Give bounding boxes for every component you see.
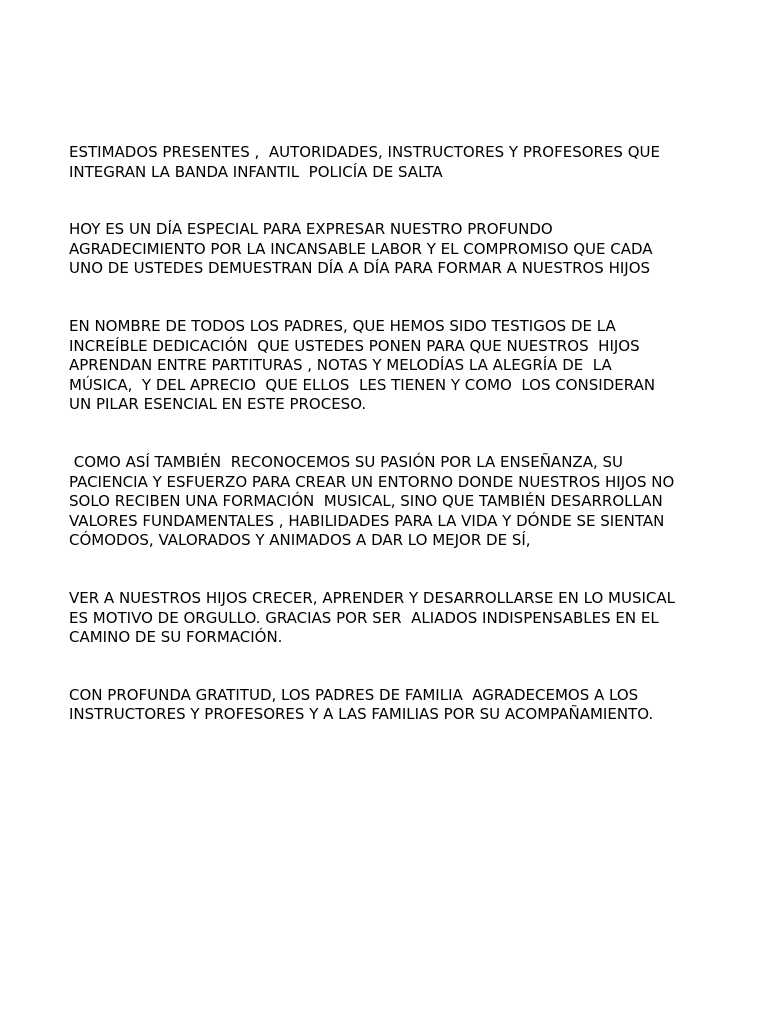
- text-line: CON PROFUNDA GRATITUD, LOS PADRES DE FAMILIA AGRADECEMOS A LOS: [69, 685, 639, 704]
- text-line: INSTRUCTORES Y PROFESORES Y A LAS FAMILIAS POR SU ACOMPAÑAMIENTO.: [69, 705, 654, 724]
- paragraph-closing: [69, 686, 709, 725]
- text-line: COMO ASÍ TAMBIÉN RECONOCEMOS SU PASIÓN POR LA ENSEÑANZA, SU: [69, 452, 623, 471]
- paragraph-greeting: [69, 143, 709, 182]
- text-line: CAMINO DE SU FORMACIÓN.: [69, 628, 283, 647]
- text-line: HOY ES UN DÍA ESPECIAL PARA EXPRESAR NUESTRO PROFUNDO: [69, 220, 553, 239]
- text-line: INCREÍBLE DEDICACIÓN QUE USTEDES PONEN PARA QUE NUESTROS HIJOS: [69, 336, 640, 355]
- text-line: VALORES FUNDAMENTALES , HABILIDADES PARA LA VIDA Y DÓNDE SE SIENTAN: [69, 511, 665, 530]
- text-line: VER A NUESTROS HIJOS CRECER, APRENDER Y DESARROLLARSE EN LO MUSICAL: [69, 588, 675, 607]
- letter-body: [69, 143, 709, 725]
- text-line: ES MOTIVO DE ORGULLO. GRACIAS POR SER ALIADOS INDISPENSABLES EN EL: [69, 608, 659, 627]
- text-line: SOLO RECIBEN UNA FORMACIÓN MUSICAL, SINO QUE TAMBIÉN DESARROLLAN: [69, 492, 663, 511]
- text-line: CÓMODOS, VALORADOS Y ANIMADOS A DAR LO MEJOR DE SÍ,: [69, 531, 531, 550]
- text-line: INTEGRAN LA BANDA INFANTIL POLICÍA DE SALTA: [69, 162, 443, 181]
- paragraph-parents: [69, 317, 709, 415]
- paragraph-recognition: [69, 453, 709, 551]
- text-line: AGRADECIMIENTO POR LA INCANSABLE LABOR Y EL COMPROMISO QUE CADA: [69, 239, 653, 258]
- text-line: PACIENCIA Y ESFUERZO PARA CREAR UN ENTORNO DONDE NUESTROS HIJOS NO: [69, 472, 675, 491]
- paragraph-gratitude-intro: [69, 220, 709, 279]
- text-line: UN PILAR ESENCIAL EN ESTE PROCESO.: [69, 395, 367, 414]
- text-line: MÚSICA, Y DEL APRECIO QUE ELLOS LES TIENEN Y COMO LOS CONSIDERAN: [69, 375, 656, 394]
- text-line: APRENDAN ENTRE PARTITURAS , NOTAS Y MELODÍAS LA ALEGRÍA DE LA: [69, 356, 612, 375]
- text-line: ESTIMADOS PRESENTES , AUTORIDADES, INSTRUCTORES Y PROFESORES QUE: [69, 143, 660, 161]
- text-line: EN NOMBRE DE TODOS LOS PADRES, QUE HEMOS SIDO TESTIGOS DE LA: [69, 316, 616, 335]
- paragraph-pride: [69, 589, 709, 648]
- text-line: UNO DE USTEDES DEMUESTRAN DÍA A DÍA PARA FORMAR A NUESTROS HIJOS: [69, 259, 651, 278]
